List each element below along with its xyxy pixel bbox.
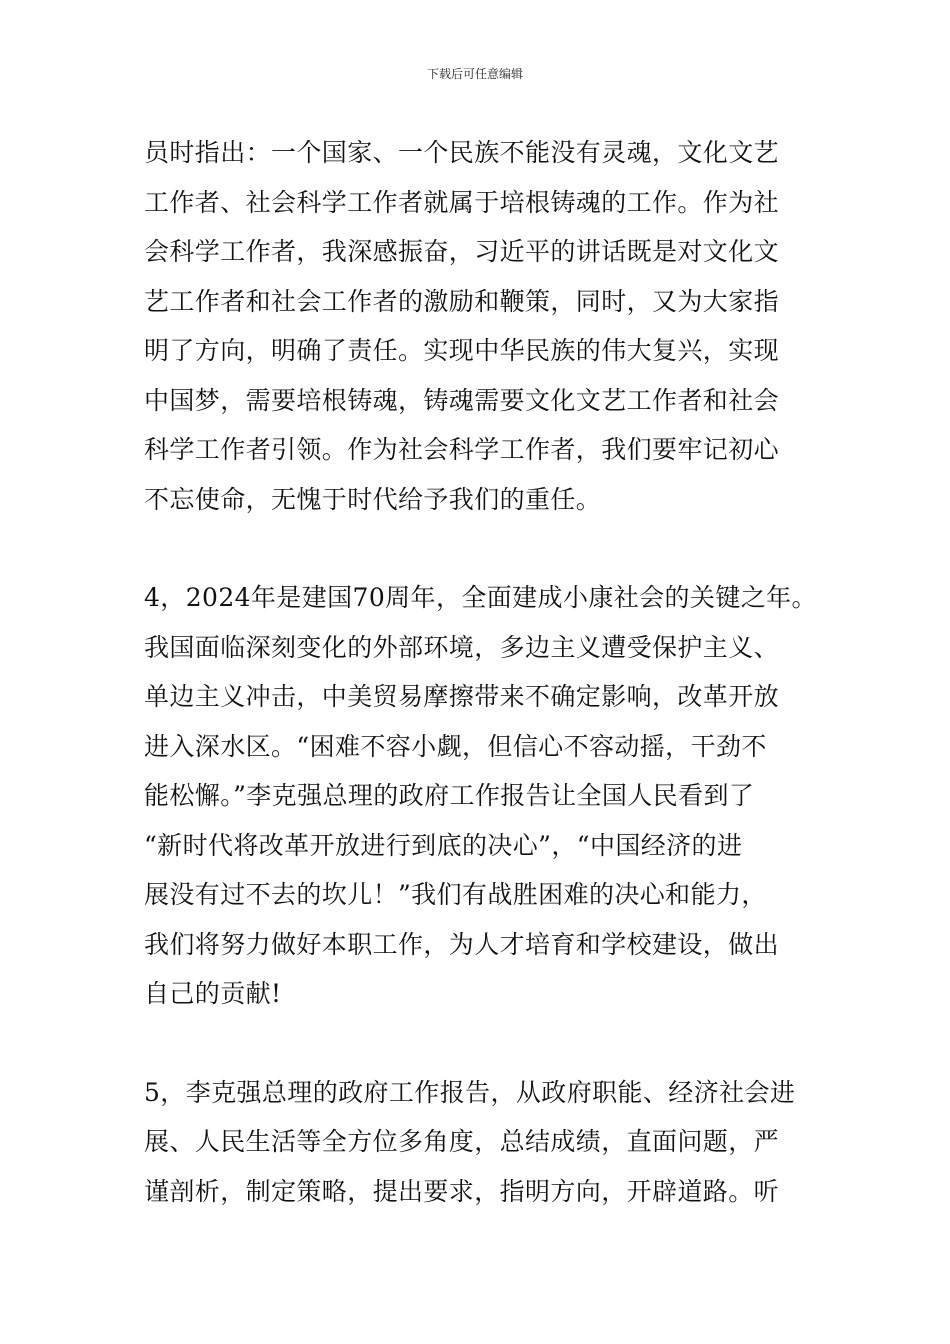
text-line: 谨剖析，制定策略，提出要求，指明方向，开辟道路。听 bbox=[144, 1176, 780, 1206]
text-line: 我国面临深刻变化的外部环境，多边主义遭受保护主义、 bbox=[144, 632, 780, 662]
text-line: 5，李克强总理的政府工作报告，从政府职能、经济社会进 bbox=[144, 1077, 796, 1107]
text-line: “新时代将改革开放进行到底的决心”，“中国经济的进 bbox=[144, 830, 743, 860]
text-line: 会科学工作者，我深感振奋，习近平的讲话既是对文化文 bbox=[144, 237, 780, 266]
text-line: 单边主义冲击，中美贸易摩擦带来不确定影响，改革开放 bbox=[144, 682, 780, 711]
paragraph-3 bbox=[144, 1068, 844, 1217]
paragraph-1 bbox=[144, 128, 844, 524]
text-line: 员时指出：一个国家、一个民族不能没有灵魂，文化文艺 bbox=[144, 138, 780, 167]
text-line: 工作者、社会科学工作者就属于培根铸魂的工作。作为社 bbox=[144, 187, 780, 217]
text-line: 进入深水区。“困难不容小觑，但信心不容动摇，干劲不 bbox=[144, 731, 767, 761]
text-line: 展没有过不去的坎儿！”我们有战胜困难的决心和能力， bbox=[144, 880, 767, 909]
text-line: 能松懈。”李克强总理的政府工作报告让全国人民看到了 bbox=[144, 781, 755, 810]
text-line: 4，2024年是建国70周年，全面建成小康社会的关键之年。 bbox=[144, 583, 817, 612]
text-line: 不忘使命，无愧于时代给予我们的重任。 bbox=[144, 484, 602, 514]
text-line: 我们将努力做好本职工作，为人才培育和学校建设，做出 bbox=[144, 929, 780, 959]
text-line: 自己的贡献! bbox=[144, 979, 282, 1008]
paragraph-2 bbox=[144, 573, 844, 1019]
page-header: 下载后可任意编辑 bbox=[426, 67, 523, 81]
paragraph-spacer bbox=[144, 524, 844, 573]
text-line: 明了方向，明确了责任。实现中华民族的伟大复兴，实现 bbox=[144, 336, 780, 365]
text-line: 中国梦，需要培根铸魂，铸魂需要文化文艺工作者和社会 bbox=[144, 385, 780, 415]
text-line: 展、人民生活等全方位多角度，总结成绩，直面问题，严 bbox=[144, 1127, 780, 1156]
document-body bbox=[144, 128, 844, 1216]
text-line: 科学工作者引领。作为社会科学工作者，我们要牢记初心 bbox=[144, 435, 780, 464]
text-line: 艺工作者和社会工作者的激励和鞭策，同时，又为大家指 bbox=[144, 286, 780, 316]
paragraph-spacer bbox=[144, 1019, 844, 1068]
